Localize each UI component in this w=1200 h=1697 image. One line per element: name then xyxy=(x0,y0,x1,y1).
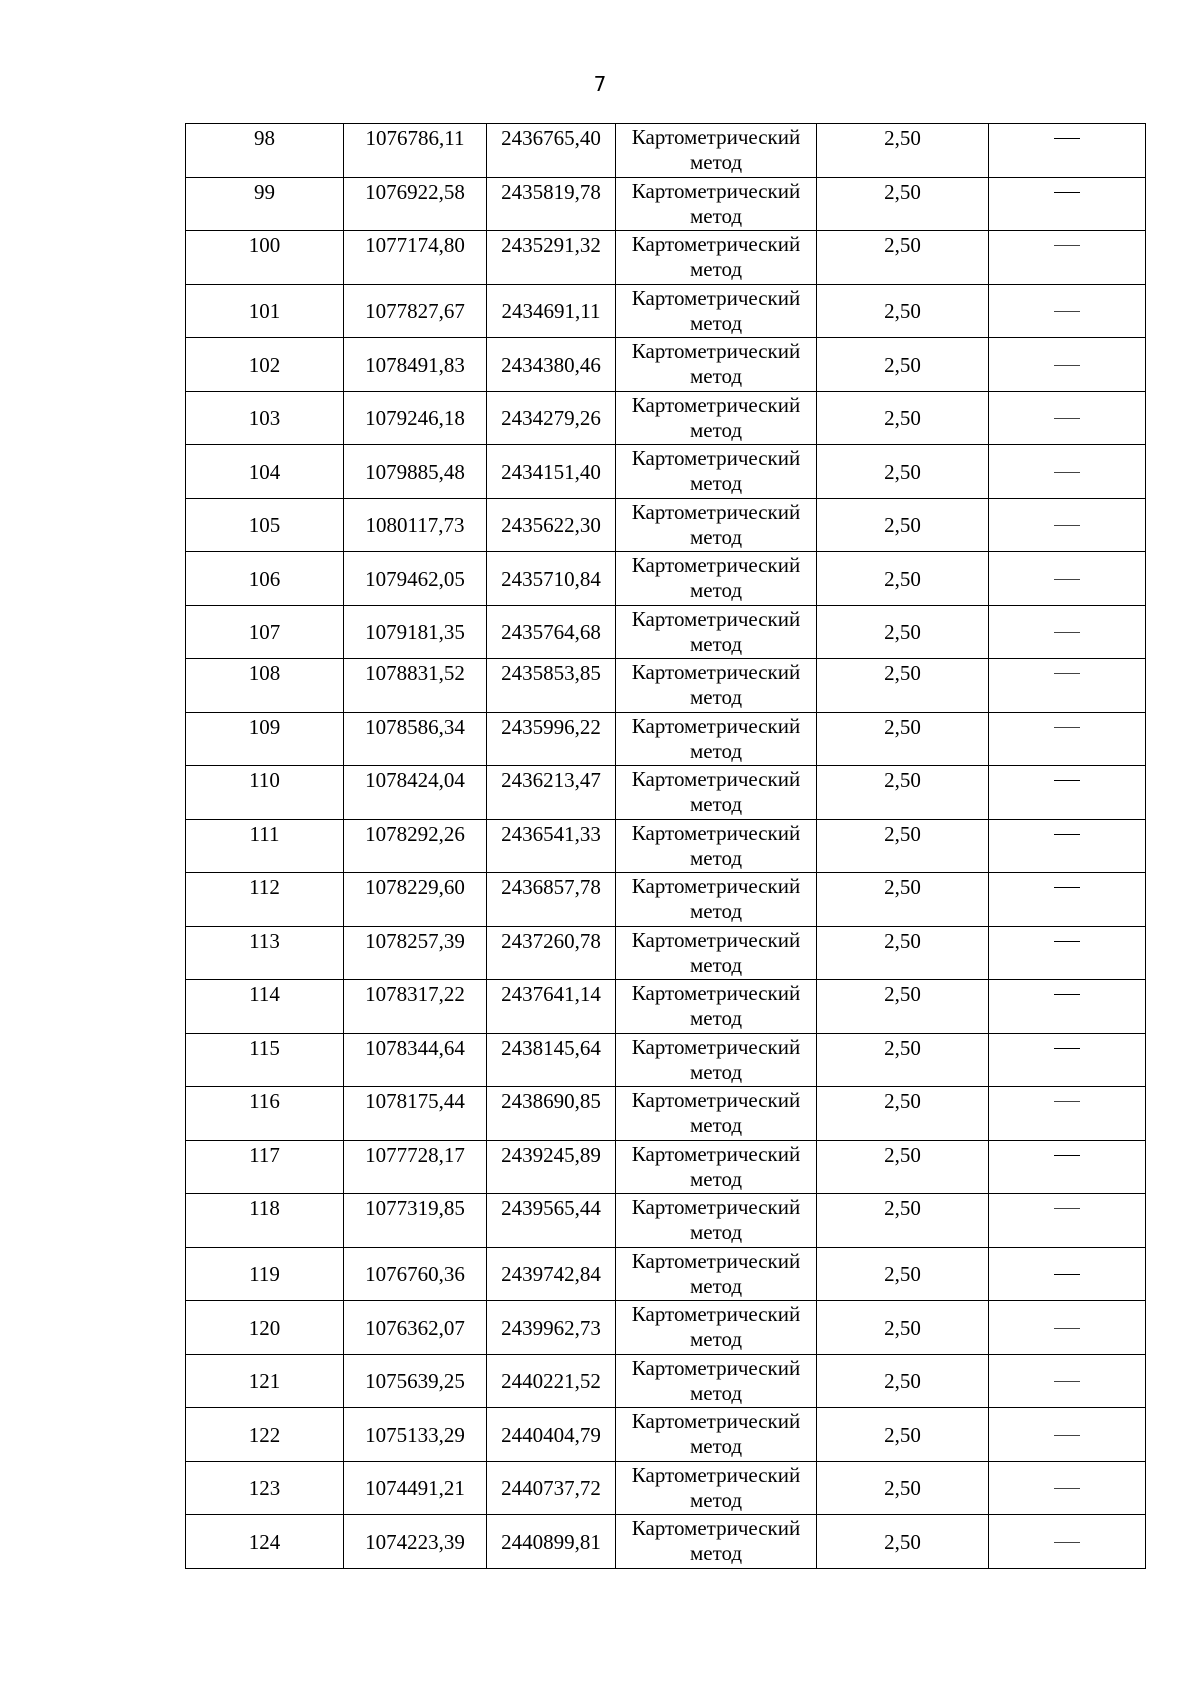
y-coordinate-cell: 2434691,11 xyxy=(487,284,616,338)
y-coordinate-cell: 2438145,64 xyxy=(487,1033,616,1087)
error-cell: 2,50 xyxy=(817,712,989,766)
dash-mark xyxy=(1054,472,1080,473)
point-number-cell: 107 xyxy=(186,605,344,659)
dash-mark xyxy=(1054,994,1080,995)
method-cell: Картометрический метод xyxy=(616,552,817,606)
y-coordinate-cell: 2439742,84 xyxy=(487,1247,616,1301)
y-coordinate-cell: 2437641,14 xyxy=(487,980,616,1034)
point-number-cell: 102 xyxy=(186,338,344,392)
table-row xyxy=(186,498,1146,552)
table-row xyxy=(186,177,1146,231)
error-cell: 2,50 xyxy=(817,819,989,873)
x-coordinate-cell: 1077728,17 xyxy=(344,1140,487,1194)
x-coordinate-cell: 1078229,60 xyxy=(344,873,487,927)
point-number-cell: 99 xyxy=(186,177,344,231)
y-coordinate-cell: 2435764,68 xyxy=(487,605,616,659)
table-row xyxy=(186,1301,1146,1355)
table-row xyxy=(186,231,1146,285)
x-coordinate-cell: 1080117,73 xyxy=(344,498,487,552)
dash-mark xyxy=(1054,673,1080,674)
point-number-cell: 111 xyxy=(186,819,344,873)
y-coordinate-cell: 2435996,22 xyxy=(487,712,616,766)
x-coordinate-cell: 1078831,52 xyxy=(344,659,487,713)
dash-cell xyxy=(989,1140,1146,1194)
table-body xyxy=(186,124,1146,1569)
y-coordinate-cell: 2435710,84 xyxy=(487,552,616,606)
x-coordinate-cell: 1079885,48 xyxy=(344,445,487,499)
dash-mark xyxy=(1054,1381,1080,1382)
point-number-cell: 108 xyxy=(186,659,344,713)
dash-mark xyxy=(1054,1542,1080,1543)
error-cell: 2,50 xyxy=(817,552,989,606)
point-number-cell: 101 xyxy=(186,284,344,338)
dash-cell xyxy=(989,445,1146,499)
x-coordinate-cell: 1076786,11 xyxy=(344,124,487,178)
y-coordinate-cell: 2436213,47 xyxy=(487,766,616,820)
table-row xyxy=(186,873,1146,927)
dash-mark xyxy=(1054,245,1080,246)
dash-mark xyxy=(1054,1328,1080,1329)
error-cell: 2,50 xyxy=(817,873,989,927)
method-cell: Картометрический метод xyxy=(616,659,817,713)
x-coordinate-cell: 1078344,64 xyxy=(344,1033,487,1087)
coordinates-table xyxy=(185,123,1146,1569)
dash-cell xyxy=(989,1301,1146,1355)
method-cell: Картометрический метод xyxy=(616,1087,817,1141)
method-cell: Картометрический метод xyxy=(616,124,817,178)
error-cell: 2,50 xyxy=(817,1087,989,1141)
dash-cell xyxy=(989,498,1146,552)
table-row xyxy=(186,605,1146,659)
table-row xyxy=(186,819,1146,873)
x-coordinate-cell: 1076362,07 xyxy=(344,1301,487,1355)
table-row xyxy=(186,1354,1146,1408)
error-cell: 2,50 xyxy=(817,1140,989,1194)
dash-mark xyxy=(1054,525,1080,526)
error-cell: 2,50 xyxy=(817,1354,989,1408)
method-cell: Картометрический метод xyxy=(616,1354,817,1408)
dash-mark xyxy=(1054,780,1080,781)
dash-mark xyxy=(1054,418,1080,419)
dash-cell xyxy=(989,391,1146,445)
page-number: 7 xyxy=(593,72,607,96)
x-coordinate-cell: 1077827,67 xyxy=(344,284,487,338)
dash-mark xyxy=(1054,311,1080,312)
point-number-cell: 124 xyxy=(186,1515,344,1569)
point-number-cell: 120 xyxy=(186,1301,344,1355)
table-row xyxy=(186,124,1146,178)
dash-cell xyxy=(989,1033,1146,1087)
x-coordinate-cell: 1074491,21 xyxy=(344,1461,487,1515)
y-coordinate-cell: 2440404,79 xyxy=(487,1408,616,1462)
table-row xyxy=(186,926,1146,980)
dash-mark xyxy=(1054,941,1080,942)
table-row xyxy=(186,712,1146,766)
table-row xyxy=(186,391,1146,445)
point-number-cell: 104 xyxy=(186,445,344,499)
table-row xyxy=(186,552,1146,606)
table-row xyxy=(186,284,1146,338)
error-cell: 2,50 xyxy=(817,980,989,1034)
x-coordinate-cell: 1079462,05 xyxy=(344,552,487,606)
method-cell: Картометрический метод xyxy=(616,1408,817,1462)
dash-cell xyxy=(989,284,1146,338)
method-cell: Картометрический метод xyxy=(616,445,817,499)
error-cell: 2,50 xyxy=(817,1301,989,1355)
point-number-cell: 113 xyxy=(186,926,344,980)
method-cell: Картометрический метод xyxy=(616,284,817,338)
method-cell: Картометрический метод xyxy=(616,1194,817,1248)
method-cell: Картометрический метод xyxy=(616,391,817,445)
dash-mark xyxy=(1054,834,1080,835)
error-cell: 2,50 xyxy=(817,1408,989,1462)
point-number-cell: 122 xyxy=(186,1408,344,1462)
table-row xyxy=(186,1461,1146,1515)
x-coordinate-cell: 1076760,36 xyxy=(344,1247,487,1301)
table-row xyxy=(186,1247,1146,1301)
dash-mark xyxy=(1054,887,1080,888)
method-cell: Картометрический метод xyxy=(616,980,817,1034)
dash-mark xyxy=(1054,727,1080,728)
y-coordinate-cell: 2435291,32 xyxy=(487,231,616,285)
method-cell: Картометрический метод xyxy=(616,605,817,659)
y-coordinate-cell: 2440899,81 xyxy=(487,1515,616,1569)
x-coordinate-cell: 1074223,39 xyxy=(344,1515,487,1569)
x-coordinate-cell: 1078491,83 xyxy=(344,338,487,392)
dash-cell xyxy=(989,124,1146,178)
method-cell: Картометрический метод xyxy=(616,1033,817,1087)
dash-cell xyxy=(989,1354,1146,1408)
x-coordinate-cell: 1077319,85 xyxy=(344,1194,487,1248)
dash-cell xyxy=(989,1408,1146,1462)
table-row xyxy=(186,766,1146,820)
y-coordinate-cell: 2434380,46 xyxy=(487,338,616,392)
dash-mark xyxy=(1054,1435,1080,1436)
dash-cell xyxy=(989,659,1146,713)
dash-cell xyxy=(989,1087,1146,1141)
table-row xyxy=(186,1087,1146,1141)
method-cell: Картометрический метод xyxy=(616,498,817,552)
y-coordinate-cell: 2440737,72 xyxy=(487,1461,616,1515)
method-cell: Картометрический метод xyxy=(616,177,817,231)
dash-cell xyxy=(989,552,1146,606)
x-coordinate-cell: 1079181,35 xyxy=(344,605,487,659)
table-row xyxy=(186,338,1146,392)
dash-mark xyxy=(1054,1274,1080,1275)
dash-cell xyxy=(989,605,1146,659)
method-cell: Картометрический метод xyxy=(616,766,817,820)
x-coordinate-cell: 1078317,22 xyxy=(344,980,487,1034)
x-coordinate-cell: 1077174,80 xyxy=(344,231,487,285)
dash-cell xyxy=(989,1461,1146,1515)
y-coordinate-cell: 2435622,30 xyxy=(487,498,616,552)
dash-mark xyxy=(1054,192,1080,193)
table-row xyxy=(186,1515,1146,1569)
error-cell: 2,50 xyxy=(817,1515,989,1569)
point-number-cell: 115 xyxy=(186,1033,344,1087)
dash-mark xyxy=(1054,579,1080,580)
x-coordinate-cell: 1079246,18 xyxy=(344,391,487,445)
y-coordinate-cell: 2438690,85 xyxy=(487,1087,616,1141)
point-number-cell: 105 xyxy=(186,498,344,552)
point-number-cell: 110 xyxy=(186,766,344,820)
dash-cell xyxy=(989,231,1146,285)
error-cell: 2,50 xyxy=(817,1461,989,1515)
method-cell: Картометрический метод xyxy=(616,338,817,392)
error-cell: 2,50 xyxy=(817,1194,989,1248)
method-cell: Картометрический метод xyxy=(616,1140,817,1194)
table-row xyxy=(186,659,1146,713)
error-cell: 2,50 xyxy=(817,391,989,445)
dash-cell xyxy=(989,712,1146,766)
point-number-cell: 114 xyxy=(186,980,344,1034)
error-cell: 2,50 xyxy=(817,124,989,178)
dash-cell xyxy=(989,819,1146,873)
dash-mark xyxy=(1054,632,1080,633)
method-cell: Картометрический метод xyxy=(616,1461,817,1515)
dash-mark xyxy=(1054,1208,1080,1209)
y-coordinate-cell: 2436857,78 xyxy=(487,873,616,927)
x-coordinate-cell: 1078257,39 xyxy=(344,926,487,980)
error-cell: 2,50 xyxy=(817,231,989,285)
point-number-cell: 121 xyxy=(186,1354,344,1408)
method-cell: Картометрический метод xyxy=(616,873,817,927)
y-coordinate-cell: 2439565,44 xyxy=(487,1194,616,1248)
error-cell: 2,50 xyxy=(817,926,989,980)
error-cell: 2,50 xyxy=(817,766,989,820)
method-cell: Картометрический метод xyxy=(616,1515,817,1569)
y-coordinate-cell: 2435819,78 xyxy=(487,177,616,231)
error-cell: 2,50 xyxy=(817,1247,989,1301)
y-coordinate-cell: 2434279,26 xyxy=(487,391,616,445)
table-row xyxy=(186,980,1146,1034)
point-number-cell: 100 xyxy=(186,231,344,285)
point-number-cell: 106 xyxy=(186,552,344,606)
error-cell: 2,50 xyxy=(817,498,989,552)
dash-cell xyxy=(989,980,1146,1034)
point-number-cell: 103 xyxy=(186,391,344,445)
error-cell: 2,50 xyxy=(817,284,989,338)
x-coordinate-cell: 1075639,25 xyxy=(344,1354,487,1408)
point-number-cell: 98 xyxy=(186,124,344,178)
point-number-cell: 123 xyxy=(186,1461,344,1515)
dash-cell xyxy=(989,1515,1146,1569)
x-coordinate-cell: 1078586,34 xyxy=(344,712,487,766)
table-row xyxy=(186,1408,1146,1462)
table-row xyxy=(186,1194,1146,1248)
dash-cell xyxy=(989,873,1146,927)
dash-mark xyxy=(1054,1048,1080,1049)
y-coordinate-cell: 2435853,85 xyxy=(487,659,616,713)
table-row xyxy=(186,1033,1146,1087)
x-coordinate-cell: 1078424,04 xyxy=(344,766,487,820)
dash-cell xyxy=(989,177,1146,231)
dash-cell xyxy=(989,1247,1146,1301)
y-coordinate-cell: 2436541,33 xyxy=(487,819,616,873)
y-coordinate-cell: 2437260,78 xyxy=(487,926,616,980)
dash-cell xyxy=(989,926,1146,980)
y-coordinate-cell: 2436765,40 xyxy=(487,124,616,178)
y-coordinate-cell: 2434151,40 xyxy=(487,445,616,499)
point-number-cell: 116 xyxy=(186,1087,344,1141)
error-cell: 2,50 xyxy=(817,1033,989,1087)
point-number-cell: 117 xyxy=(186,1140,344,1194)
x-coordinate-cell: 1078175,44 xyxy=(344,1087,487,1141)
dash-mark xyxy=(1054,1488,1080,1489)
table-row xyxy=(186,1140,1146,1194)
method-cell: Картометрический метод xyxy=(616,1301,817,1355)
dash-cell xyxy=(989,338,1146,392)
x-coordinate-cell: 1078292,26 xyxy=(344,819,487,873)
dash-cell xyxy=(989,766,1146,820)
method-cell: Картометрический метод xyxy=(616,712,817,766)
y-coordinate-cell: 2440221,52 xyxy=(487,1354,616,1408)
point-number-cell: 118 xyxy=(186,1194,344,1248)
dash-mark xyxy=(1054,1101,1080,1102)
method-cell: Картометрический метод xyxy=(616,819,817,873)
error-cell: 2,50 xyxy=(817,338,989,392)
method-cell: Картометрический метод xyxy=(616,926,817,980)
dash-cell xyxy=(989,1194,1146,1248)
point-number-cell: 109 xyxy=(186,712,344,766)
dash-mark xyxy=(1054,1155,1080,1156)
error-cell: 2,50 xyxy=(817,659,989,713)
x-coordinate-cell: 1076922,58 xyxy=(344,177,487,231)
x-coordinate-cell: 1075133,29 xyxy=(344,1408,487,1462)
table-row xyxy=(186,445,1146,499)
error-cell: 2,50 xyxy=(817,445,989,499)
dash-mark xyxy=(1054,365,1080,366)
error-cell: 2,50 xyxy=(817,177,989,231)
point-number-cell: 112 xyxy=(186,873,344,927)
dash-mark xyxy=(1054,138,1080,139)
y-coordinate-cell: 2439962,73 xyxy=(487,1301,616,1355)
error-cell: 2,50 xyxy=(817,605,989,659)
method-cell: Картометрический метод xyxy=(616,231,817,285)
point-number-cell: 119 xyxy=(186,1247,344,1301)
y-coordinate-cell: 2439245,89 xyxy=(487,1140,616,1194)
method-cell: Картометрический метод xyxy=(616,1247,817,1301)
